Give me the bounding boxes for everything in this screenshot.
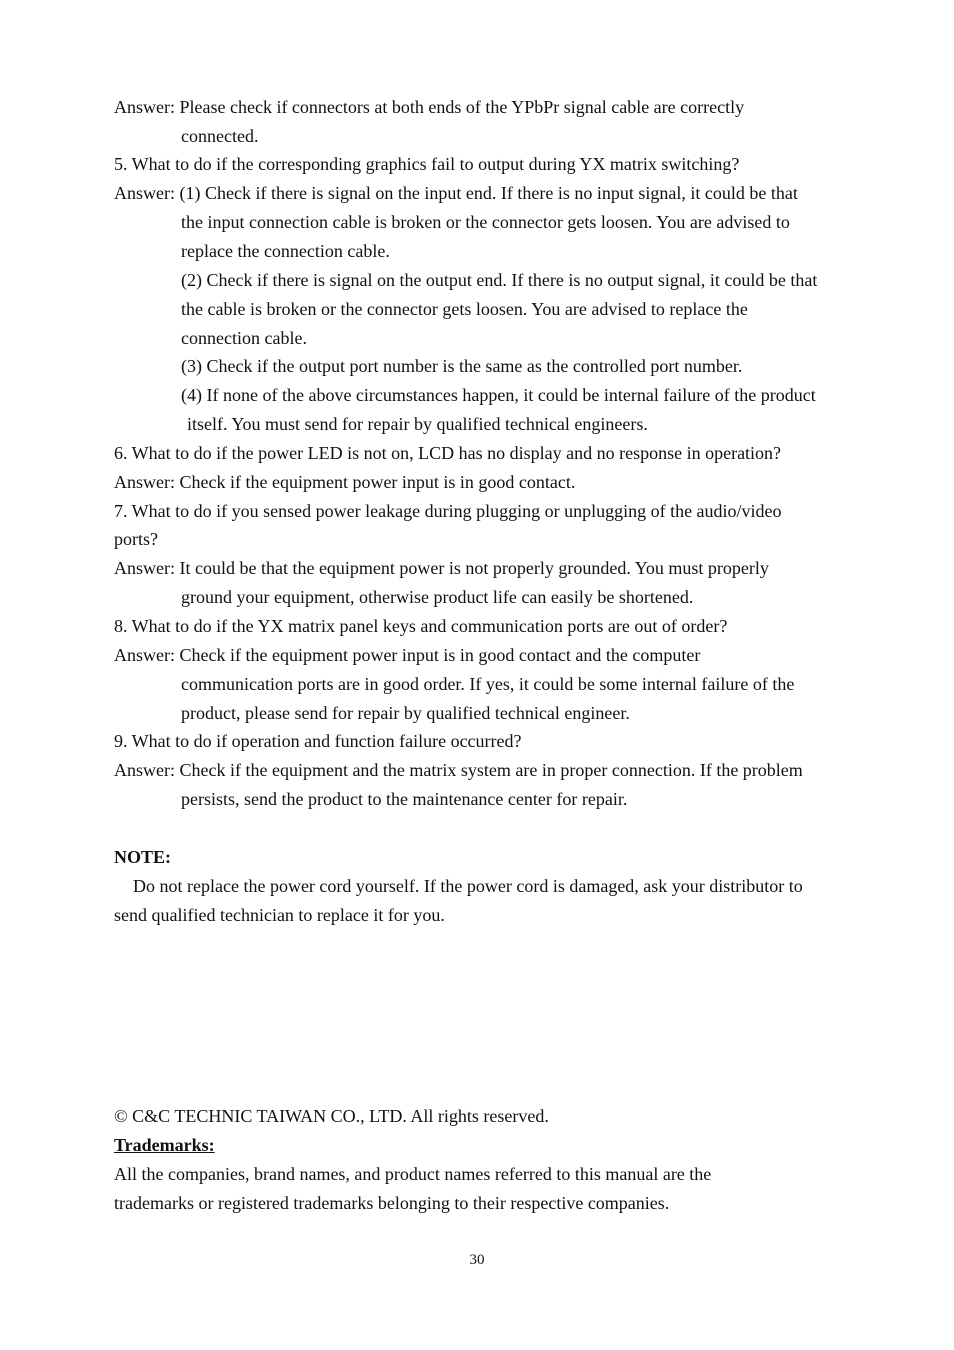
note-text-continuation: send qualified technician to replace it for you. — [114, 905, 445, 925]
answer-text: Answer: Please check if connectors at both ends of the YPbPr signal cable are correctly — [114, 97, 745, 117]
trademarks-text: All the companies, brand names, and product names referred to this manual are the — [114, 1164, 712, 1184]
answer-text: Answer: It could be that the equipment power is not properly grounded. You must properly — [114, 558, 769, 578]
note-text: Do not replace the power cord yourself. If the power cord is damaged, ask your distributor to — [133, 876, 803, 896]
answer-continuation: connection cable. — [181, 328, 307, 348]
answer-continuation: itself. You must send for repair by qualified technical engineers. — [187, 414, 648, 434]
trademarks-heading: Trademarks: — [114, 1135, 215, 1155]
copyright-text: © C&C TECHNIC TAIWAN CO., LTD. All rights reserved. — [114, 1106, 549, 1126]
question-6: 6. What to do if the power LED is not on, LCD has no display and no response in operation? — [114, 443, 782, 463]
note-heading: NOTE: — [114, 847, 172, 867]
answer-continuation: the cable is broken or the connector gets loosen. You are advised to replace the — [181, 299, 748, 319]
page-number: 30 — [469, 1252, 485, 1268]
answer-continuation: communication ports are in good order. If yes, it could be some internal failure of the — [181, 674, 795, 694]
answer-text: Answer: Check if the equipment power input is in good contact and the computer — [114, 645, 701, 665]
answer-continuation: connected. — [181, 126, 259, 146]
answer-continuation: persists, send the product to the maintenance center for repair. — [181, 789, 628, 809]
answer-text: Answer: Check if the equipment power input is in good contact. — [114, 472, 576, 492]
question-continuation: ports? — [114, 529, 158, 549]
question-8: 8. What to do if the YX matrix panel keys and communication ports are out of order? — [114, 616, 728, 636]
answer-text: Answer: (1) Check if there is signal on the input end. If there is no input signal, it could be that — [114, 183, 798, 203]
answer-continuation: product, please send for repair by qualified technical engineer. — [181, 703, 630, 723]
question-9: 9. What to do if operation and function failure occurred? — [114, 731, 522, 751]
question-5: 5. What to do if the corresponding graphics fail to output during YX matrix switching? — [114, 154, 740, 174]
question-7: 7. What to do if you sensed power leakage during plugging or unplugging of the audio/video — [114, 501, 782, 521]
answer-continuation: ground your equipment, otherwise product life can easily be shortened. — [181, 587, 694, 607]
answer-item-4: (4) If none of the above circumstances happen, it could be internal failure of the product — [181, 385, 816, 405]
answer-continuation: replace the connection cable. — [181, 241, 390, 261]
trademarks-text-continuation: trademarks or registered trademarks belonging to their respective companies. — [114, 1193, 670, 1213]
answer-item-3: (3) Check if the output port number is the same as the controlled port number. — [181, 356, 743, 376]
answer-text: Answer: Check if the equipment and the matrix system are in proper connection. If the problem — [114, 760, 803, 780]
answer-item-2: (2) Check if there is signal on the output end. If there is no output signal, it could be that — [181, 270, 818, 290]
answer-continuation: the input connection cable is broken or the connector gets loosen. You are advised to — [181, 212, 790, 232]
